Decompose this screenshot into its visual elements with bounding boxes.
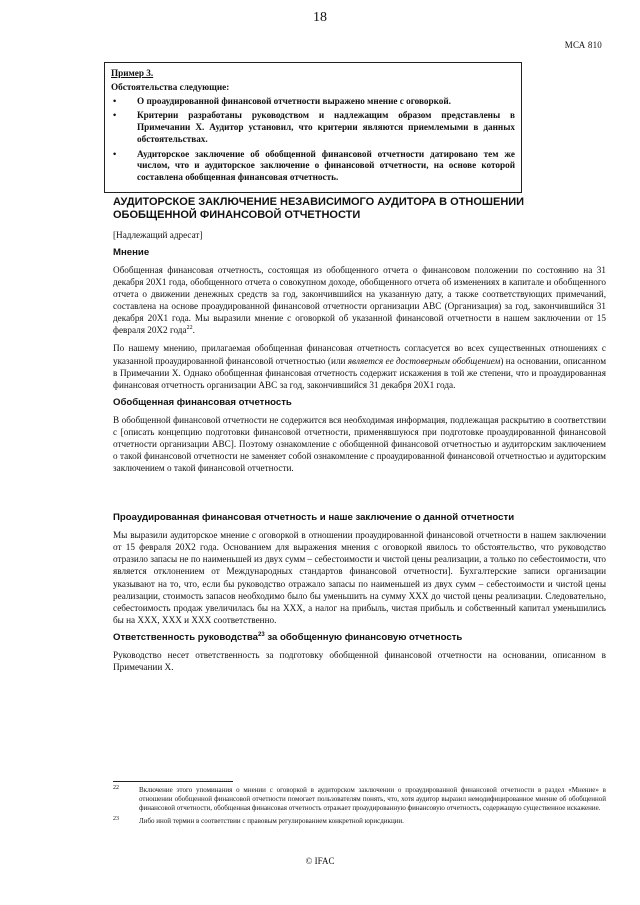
summary-paragraph: В обобщенной финансовой отчетности не содержится вся необходимая информация, подлежащая раскрытию в соответствии с [описать концепцию подготовки финансовой отчетности, применявшуюся при подготовке проаудированной финансовой отчетности организации ABC]. Поэтому ознакомление с обобщенной финансовой отчетностью и аудиторским заключением о такой финансовой отчетности не заменяет собой ознакомление с проаудированной финансовой отчетностью и аудиторским заключением о такой финансовой отчетности. xyxy=(113,414,606,474)
footnote xyxy=(113,786,606,813)
responsibility-heading-b: за обобщенную финансовую отчетность xyxy=(264,632,463,644)
responsibility-heading xyxy=(113,632,606,645)
footnote-ref-22[interactable]: 22 xyxy=(186,325,193,332)
footnote xyxy=(113,817,606,826)
example-intro: Обстоятельства следующие: xyxy=(111,81,230,92)
bullet-icon: • xyxy=(113,95,117,106)
circumstances-list xyxy=(111,96,515,184)
audited-heading: Проаудированная финансовая отчетность и наше заключение о данной отчетности xyxy=(113,512,515,524)
footnote-text: Либо иной термин в соответствии с правовым регулированием конкретной юрисдикции. xyxy=(139,817,404,826)
opinion-paragraph-1 xyxy=(113,264,606,337)
bullet-icon: • xyxy=(113,110,117,121)
opinion-text-a: По нашему мнению, прилагаемая обобщенная финансовая отчетность согласуется во всех существенных отношениях с указанной проаудированной финансовой отчетностью (или xyxy=(113,343,606,366)
footnote-number: 23 xyxy=(113,816,119,823)
opinion-text-b: ) на основании, описанном в Примечании X. Однако обобщенная финансовая отчетность содержит искажения в той же степени, что и проаудированная финансовая отчетность организации ABC за год, закончившийся 31 декабря 20X1 года. xyxy=(113,355,607,390)
list-item-text: О проаудированной финансовой отчетности выражено мнение с оговоркой. xyxy=(137,95,451,106)
footnotes xyxy=(113,781,606,830)
list-item xyxy=(111,96,515,108)
opinion-text: Обобщенная финансовая отчетность, состоящая из обобщенного отчета о финансовом положении по состоянию на 31 декабря 20X1 года, обобщенного отчета о совокупном доходе, обобщенного отчета об изменениях в капитале и обобщенного отчета о движении денежных средств за год, закончившийся на указанную дату, а также соответствующих примечаний, составлена на основе проаудированной финансовой отчетности организации ABC (Организация) за год, закончившийся 31 декабря 20X1 года. Мы выразили мнение с оговоркой об указанной финансовой отчетности в нашем заключении от 15 февраля 20X2 года xyxy=(113,264,606,336)
report-heading: АУДИТОРСКОЕ ЗАКЛЮЧЕНИЕ НЕЗАВИСИМОГО АУДИТОРА В ОТНОШЕНИИ ОБОБЩЕННОЙ ФИНАНСОВОЙ ОТЧЕТНОСТИ xyxy=(113,196,525,222)
responsibility-paragraph: Руководство несет ответственность за подготовку обобщенной финансовой отчетности на основании, описанном в Примечании X. xyxy=(113,650,606,673)
spacer xyxy=(113,480,606,506)
standard-code: МСА 810 xyxy=(564,40,602,50)
example-box xyxy=(104,62,522,193)
bullet-icon: • xyxy=(113,148,117,159)
report-content xyxy=(113,196,606,679)
audited-paragraph: Мы выразили аудиторское мнение с оговоркой в отношении проаудированной финансовой отчетности в нашем заключении от 15 февраля 20X2 года. Основанием для выражения мнения с оговоркой явилось то обстоятельство, что руководство отразило запасы не по наименьшей из двух сумм – себестоимости и чистой цены реализации, а только по себестоимости, что является отклонением от Международных стандартов финансовой отчетности]. Бухгалтерские записи организации указывают на то, что, если бы руководство отражало запасы по наименьшей из двух сумм – себестоимости и чистой цены реализации, стоимость запасов необходимо было бы уменьшить на сумму XXX до чистой цены реализации. Следовательно, себестоимость продаж увеличилась бы на XXX, а налог на прибыль, чистая прибыль и собственный капитал уменьшились бы на XXX, XXX и XXX соответственно. xyxy=(113,530,606,626)
addressee: [Надлежащий адресат] xyxy=(113,229,203,240)
opinion-heading: Мнение xyxy=(113,246,150,258)
list-item xyxy=(111,149,515,184)
responsibility-heading-a: Ответственность руководства xyxy=(113,632,258,644)
example-title: Пример 3. xyxy=(111,68,154,78)
copyright-footer: © IFAC xyxy=(305,856,335,866)
page-number: 18 xyxy=(313,10,327,25)
footnote-divider xyxy=(113,781,233,782)
list-item xyxy=(111,110,515,145)
list-item-text: Критерии разработаны руководством и надлежащим образом представлены в Примечании X. Аудитор установил, что критерии являются приемлемыми в данных обстоятельствах. xyxy=(137,110,515,144)
opinion-paragraph-2 xyxy=(113,342,606,391)
opinion-text-italic: является ее достоверным обобщением xyxy=(347,355,501,366)
footnote-ref-23[interactable]: 23 xyxy=(258,632,265,639)
footnote-text: Включение этого упоминания о мнении с оговоркой в аудиторском заключении о проаудированной финансовой отчетности в раздел «Мнение» в отношении обобщенной финансовой отчетности помогает пользователям понять, что, хотя аудитор выразил немодифицированное мнение об обобщенной финансовой отчетности, обобщенная финансовая отчетность отражает проаудированную финансовую отчетность, содержащую существенное искажение. xyxy=(139,786,606,813)
summary-heading: Обобщенная финансовая отчетность xyxy=(113,397,292,409)
opinion-text-end: . xyxy=(192,325,195,336)
footnote-number: 22 xyxy=(113,785,119,791)
list-item-text: Аудиторское заключение об обобщенной финансовой отчетности датировано тем же числом, что и аудиторское заключение о финансовой отчетности, на основе которой составлена обобщенная финансовая отчетность. xyxy=(137,148,515,183)
